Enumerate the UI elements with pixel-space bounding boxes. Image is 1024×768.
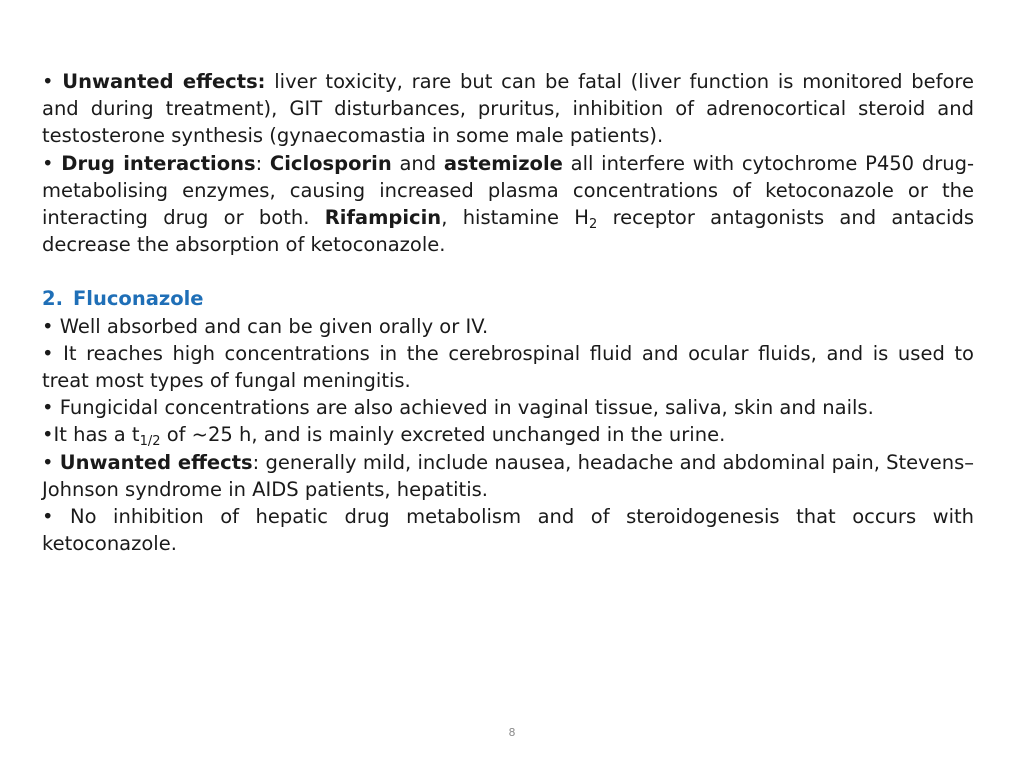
section-heading-fluconazole: 2. Fluconazole [42,287,204,311]
fluconazole-bullet: • Fungicidal concentrations are also achieved in vaginal tissue, saliva, skin and nails. [42,396,874,420]
fluconazole-unwanted-effects: • Unwanted effects: generally mild, include nausea, headache and abdominal pain, Stevens–Johnson syndrome in AIDS patients, hepatitis. [42,450,974,501]
unwanted-effects-label: Unwanted effects [59,450,253,474]
fluconazole-bullet: • Well absorbed and can be given orally or IV. [42,314,489,338]
drug-rifampicin: Rifampicin [324,206,442,230]
drug-interactions-label: Drug interactions [61,151,256,175]
drug-ciclosporin: Ciclosporin [269,151,392,175]
drug-astemizole: astemizole [443,151,563,175]
unwanted-effects-text: liver toxicity, rare but can be fatal (liver function is monitored before and during treatment), GIT disturbances, pruritus, inhibition of adrenocortical steroid and testosterone synthesis (gynaecomastia in some male patients). [42,70,975,148]
fluconazole-bullet: • No inhibition of hepatic drug metabolism and of steroidogenesis that occurs with ketoconazole. [42,505,974,556]
unwanted-effects-label: Unwanted effects: [62,70,266,93]
fluconazole-half-life: •It has a $t_{1/2}$ of ~25 h, and is mainly excreted unchanged in the urine. [42,423,726,450]
fluconazole-bullet: • It reaches high concentrations in the cerebrospinal fluid and ocular fluids, and is used to treat most types of fungal meningitis. [42,341,974,393]
ketoconazole-drug-interactions: • Drug interactions: Ciclosporin and astemizole all interfere with cytochrome P450 drug-metabolising enzymes, causing increased plasma concentrations of ketoconazole or the interacting drug or both. Rifampicin, histamine $H_2$ receptor antagonists and antacids decrease the absorption of ketoconazole. [42,151,975,257]
ketoconazole-unwanted-effects: • Unwanted effects: liver toxicity, rare but can be fatal (liver function is monitored before and during treatment), GIT disturbances, pruritus, inhibition of adrenocortical steroid and testosterone synthesis (gynaecomastia in some male patients). [42,70,975,148]
page-number: 8 [508,726,516,739]
slide-content [42,68,974,557]
